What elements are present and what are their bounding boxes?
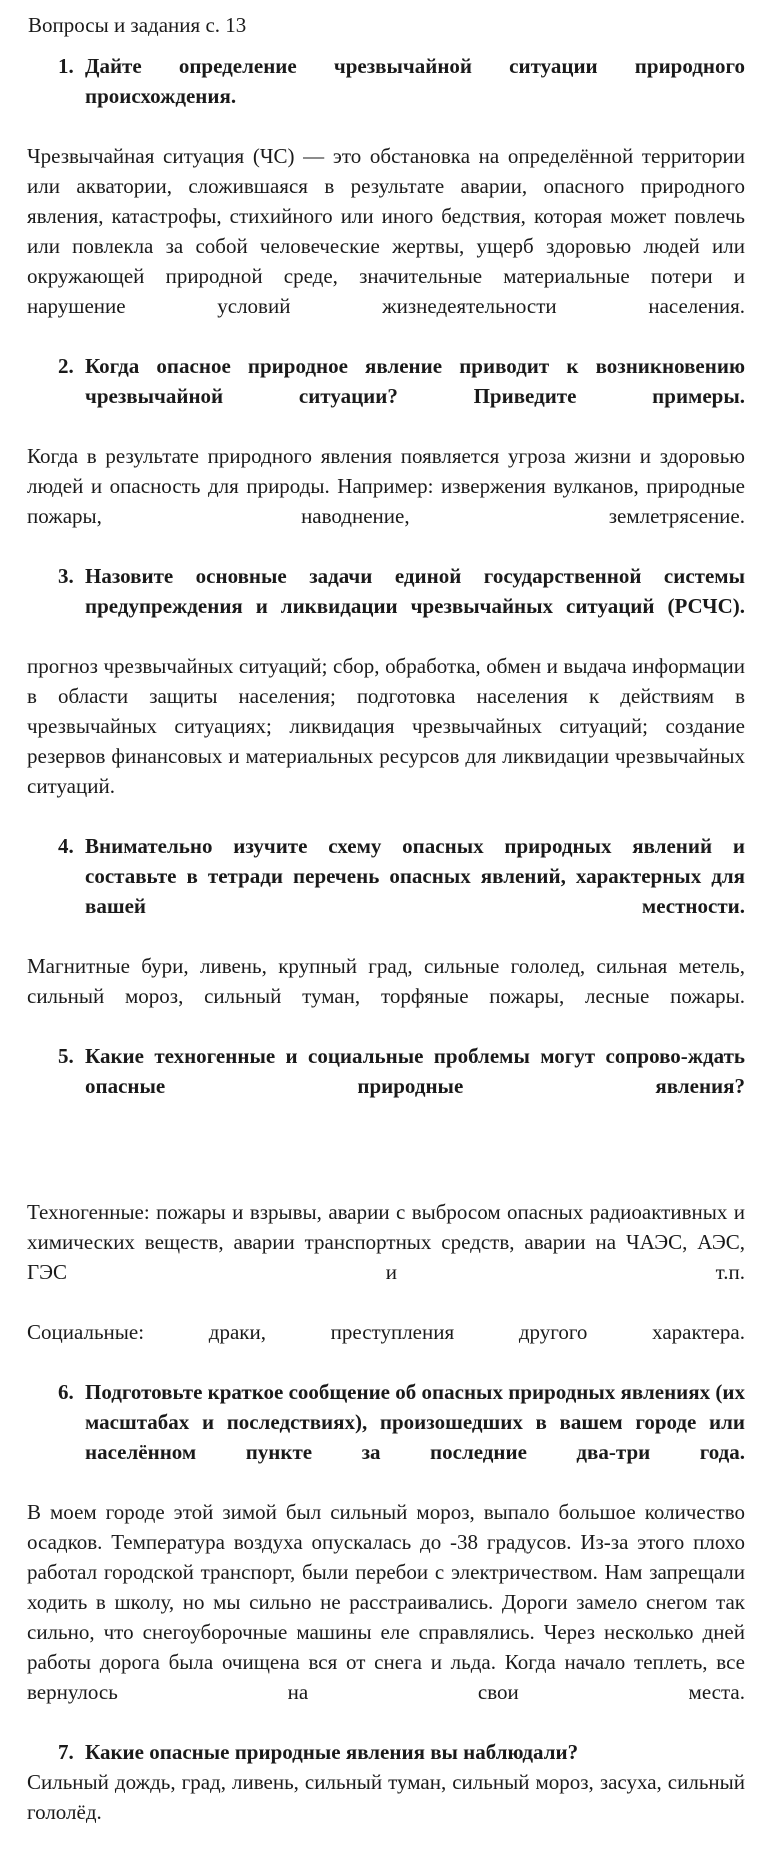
question-3-number: 3. [58, 564, 74, 588]
question-6-number: 6. [58, 1380, 74, 1404]
question-7-number: 7. [58, 1740, 74, 1764]
question-5 [27, 1041, 745, 1131]
blank-gap [27, 1131, 745, 1197]
answer-5-technogenic [27, 1197, 745, 1317]
answer-1 [27, 141, 745, 351]
question-2-number: 2. [58, 354, 74, 378]
answer-5-social-text: Социальные: драки, преступления другого характера. [27, 1320, 745, 1344]
question-2-text: Когда опасное природное явление приводит к возникновению чрезвычайной ситуации? Приведите примеры. [85, 354, 745, 408]
question-2 [27, 351, 745, 441]
question-6 [27, 1377, 745, 1497]
question-1-number: 1. [58, 54, 74, 78]
question-5-number: 5. [58, 1044, 74, 1068]
question-7 [27, 1737, 745, 1767]
answer-2 [27, 441, 745, 561]
answer-7 [27, 1767, 745, 1857]
question-4-text: Внимательно изучите схему опасных природных явлений и составьте в тетради перечень опасных явлений, характерных для вашей местности. [85, 834, 745, 918]
page-title: Вопросы и задания с. 13 [28, 13, 247, 37]
question-5-text: Какие техногенные и социальные проблемы могут сопрово-ждать опасные природные явления? [85, 1044, 745, 1098]
question-4 [27, 831, 745, 951]
answer-5-technogenic-text: Техногенные: пожары и взрывы, аварии с выбросом опасных радиоактивных и химических веществ, аварии транспортных средств, аварии на ЧАЭС, АЭС, ГЭС и т.п. [27, 1200, 745, 1284]
answer-2-text: Когда в результате природного явления появляется угроза жизни и здоровью людей и опасность для природы. Например: извержения вулканов, природные пожары, наводнение, землетрясение. [27, 444, 745, 528]
question-6-text: Подготовьте краткое сообщение об опасных природных явлениях (их масштабах и последствиях), произошедших в вашем городе или населённом пункте за последние два-три года. [85, 1380, 745, 1464]
question-3-text: Назовите основные задачи единой государственной системы предупреждения и ликвидации чрезвычайных ситуаций (РСЧС). [85, 564, 745, 618]
answer-3-text: прогноз чрезвычайных ситуаций; сбор, обработка, обмен и выдача информации в области защиты населения; подготовка населения к действиям в чрезвычайных ситуациях; ликвидация чрезвычайных ситуаций; создание резервов финансовых и материальных ресурсов для ликвидации чрезвычайных ситуаций. [27, 654, 745, 798]
answer-4 [27, 951, 745, 1041]
answer-5-social [27, 1317, 745, 1377]
question-4-number: 4. [58, 834, 74, 858]
answer-4-text: Магнитные бури, ливень, крупный град, сильные гололед, сильная метель, сильный мороз, сильный туман, торфяные пожары, лесные пожары. [27, 954, 745, 1008]
question-1-text: Дайте определение чрезвычайной ситуации природного происхождения. [85, 54, 745, 108]
answer-1-text: Чрезвычайная ситуация (ЧС) — это обстановка на определённой территории или акватории, сложившаяся в результате аварии, опасного природного явления, катастрофы, стихийного или иного бедствия, которая может повлечь или повлекла за собой человеческие жертвы, ущерб здоровью людей или окружающей природной среде, значительные материальные потери и нарушение условий жизнедеятельности населения. [27, 144, 745, 318]
question-1 [27, 51, 745, 141]
answer-7-text: Сильный дождь, град, ливень, сильный туман, сильный мороз, засуха, сильный гололёд. [27, 1770, 745, 1824]
question-3 [27, 561, 745, 651]
question-7-text: Какие опасные природные явления вы наблюдали? [85, 1740, 579, 1764]
answer-6 [27, 1497, 745, 1737]
answer-3 [27, 651, 745, 831]
answer-6-text: В моем городе этой зимой был сильный мороз, выпало большое количество осадков. Температура воздуха опускалась до -38 градусов. Из-за этого плохо работал городской транспорт, были перебои с электричеством. Нам запрещали ходить в школу, но мы сильно не расстраивались. Дороги замело снегом так сильно, что снегоуборочные машины еле справлялись. Через несколько дней работы дорога была очищена вся от снега и льда. Когда начало теплеть, все вернулось на свои места. [27, 1500, 745, 1704]
